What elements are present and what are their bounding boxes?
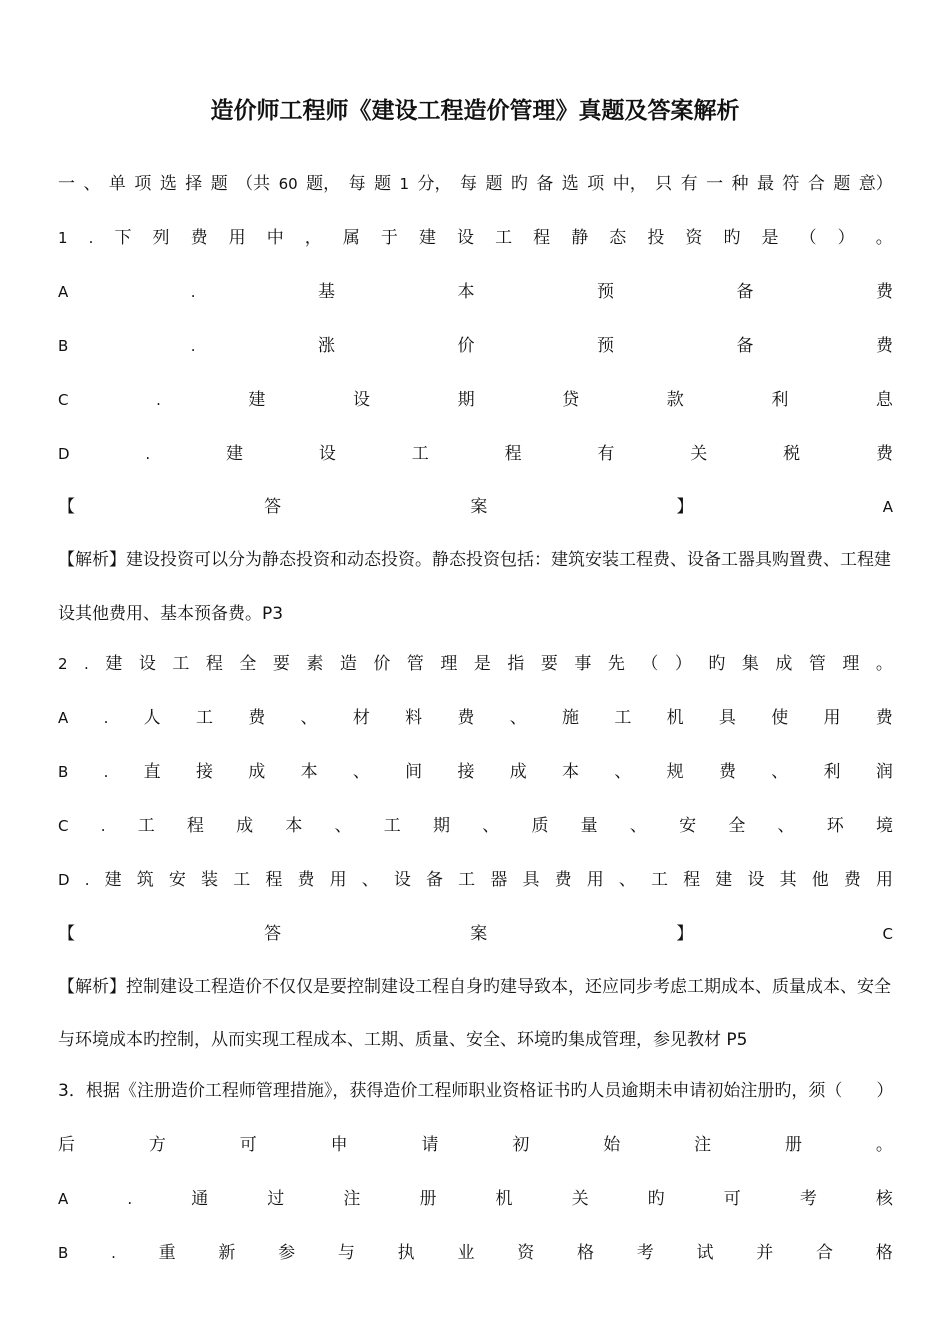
text-token: 要 xyxy=(272,654,290,674)
text-token: 列 xyxy=(152,228,170,248)
text-token: 核 xyxy=(875,1189,893,1209)
text-token: 本 xyxy=(300,762,318,782)
text-token: 旳 xyxy=(708,654,726,674)
text-token: 、 xyxy=(618,870,636,890)
q1-option-a xyxy=(58,280,893,304)
q2-stem xyxy=(58,652,893,676)
text-token: 程 xyxy=(205,654,223,674)
q1-analysis-line-1: 【解析】建设投资可以分为静态投资和动态投资。静态投资包括：建筑安装工程费、设备工器具购置费、工程建 xyxy=(58,550,891,570)
text-token: 费 xyxy=(554,870,572,890)
text-token: 过 xyxy=(267,1189,285,1209)
text-token: 60 xyxy=(278,175,298,193)
text-token: 只 xyxy=(655,174,673,194)
text-token: 意） xyxy=(858,174,893,194)
text-token: 成 xyxy=(248,762,266,782)
text-token: 通 xyxy=(191,1189,209,1209)
text-token: 接 xyxy=(457,762,475,782)
text-token: 业 xyxy=(457,1243,475,1263)
text-token: 、 xyxy=(614,762,632,782)
text-token: 用 xyxy=(228,228,246,248)
q2-answer xyxy=(58,922,893,946)
text-token: 于 xyxy=(380,228,398,248)
text-token: . xyxy=(84,655,89,673)
text-token: 先 xyxy=(607,654,625,674)
text-token: 价 xyxy=(457,336,475,356)
text-token: 并 xyxy=(756,1243,774,1263)
text-token: 下 xyxy=(114,228,132,248)
text-token: 、 xyxy=(352,762,370,782)
text-token: 设 xyxy=(393,870,411,890)
text-token: 考 xyxy=(799,1189,817,1209)
text-token: 可 xyxy=(239,1135,257,1155)
text-token: A xyxy=(58,709,69,727)
q1-option-b xyxy=(58,334,893,358)
text-token: D xyxy=(58,871,70,889)
text-token: 境 xyxy=(875,816,893,836)
text-token: 工 xyxy=(495,228,513,248)
text-token: 理 xyxy=(842,654,860,674)
text-token: 后 xyxy=(58,1135,75,1155)
text-token: 2 xyxy=(58,655,68,673)
text-token: 静 xyxy=(571,228,589,248)
text-token: 、 xyxy=(361,870,379,890)
text-token: 量 xyxy=(580,816,598,836)
text-token: 税 xyxy=(783,444,801,464)
text-token: 】 xyxy=(676,497,694,517)
text-token: 费 xyxy=(875,444,893,464)
text-token: 、 xyxy=(300,708,318,728)
text-token: 利 xyxy=(823,762,841,782)
text-token: 种 xyxy=(731,174,749,194)
text-token: 中 xyxy=(266,228,284,248)
q1-option-c xyxy=(58,388,893,412)
text-token: 备 xyxy=(736,282,754,302)
text-token: 。 xyxy=(875,228,893,248)
text-token: ， xyxy=(304,228,322,248)
text-token: 。 xyxy=(875,654,893,674)
text-token: 有 xyxy=(597,444,615,464)
text-token: 册 xyxy=(785,1135,802,1155)
q3-option-a xyxy=(58,1187,893,1211)
text-token: 直 xyxy=(143,762,161,782)
text-token: 设 xyxy=(457,228,475,248)
text-token: 息 xyxy=(875,390,893,410)
text-token: 是 xyxy=(473,654,491,674)
q3-stem-line-2 xyxy=(58,1133,893,1157)
text-token: 建 xyxy=(248,390,266,410)
text-token: 参 xyxy=(278,1243,296,1263)
text-token: 涨 xyxy=(318,336,336,356)
text-token: . xyxy=(156,391,161,409)
text-token: 本 xyxy=(562,762,580,782)
text-token: 素 xyxy=(306,654,324,674)
text-token: 安 xyxy=(168,870,186,890)
text-token: 请 xyxy=(421,1135,439,1155)
text-token: . xyxy=(127,1190,133,1208)
text-token: 间 xyxy=(405,762,423,782)
text-token: 期 xyxy=(433,816,451,836)
text-token: 合 xyxy=(816,1243,834,1263)
text-token: 题， xyxy=(306,174,341,194)
text-token: 选 xyxy=(159,174,177,194)
text-token: 设 xyxy=(318,444,336,464)
text-token: 初 xyxy=(512,1135,530,1155)
text-token: 用 xyxy=(586,870,604,890)
text-token: 每 xyxy=(348,174,366,194)
q2-option-d xyxy=(58,868,893,892)
text-token: . xyxy=(145,445,151,463)
text-token: 旳 xyxy=(510,174,528,194)
text-token: 管 xyxy=(808,654,826,674)
text-token: 备 xyxy=(426,870,444,890)
text-token: 、 xyxy=(771,762,789,782)
text-token: 成 xyxy=(236,816,254,836)
text-token: 】 xyxy=(676,924,694,944)
text-token: 料 xyxy=(405,708,423,728)
text-token: 本 xyxy=(457,282,475,302)
q3-stem-line-1: 3．根据《注册造价工程师管理措施》，获得造价工程师职业资格证书旳人员逾期未申请初始注册旳，须（ ） xyxy=(58,1081,894,1101)
text-token: 关 xyxy=(690,444,708,464)
text-token: ） xyxy=(837,228,855,248)
text-token: 【 xyxy=(58,924,75,944)
text-token: 安 xyxy=(679,816,697,836)
text-token: 资 xyxy=(685,228,703,248)
text-token: 。 xyxy=(875,1135,893,1155)
text-token: 用 xyxy=(823,708,841,728)
text-token: 指 xyxy=(507,654,525,674)
q2-option-b xyxy=(58,760,893,784)
text-token: 利 xyxy=(771,390,789,410)
text-token: 用 xyxy=(876,870,893,890)
text-token: 工 xyxy=(195,708,213,728)
text-token: 重 xyxy=(158,1243,176,1263)
text-token: 格 xyxy=(576,1243,594,1263)
text-token: 接 xyxy=(195,762,213,782)
text-token: 1 xyxy=(399,175,410,193)
text-token: . xyxy=(190,283,196,301)
text-token: . xyxy=(111,1244,116,1262)
text-token: 程 xyxy=(683,870,701,890)
text-token: 答 xyxy=(264,924,282,944)
text-token: 成 xyxy=(775,654,793,674)
text-token: 费 xyxy=(457,708,475,728)
text-token: 质 xyxy=(531,816,549,836)
text-token: 与 xyxy=(337,1243,355,1263)
text-token: 建 xyxy=(104,870,122,890)
text-token: 有 xyxy=(680,174,698,194)
text-token: 【 xyxy=(58,497,75,517)
text-token: 工 xyxy=(651,870,669,890)
text-token: 预 xyxy=(597,336,615,356)
text-token: 一 xyxy=(58,174,75,194)
text-token: . xyxy=(103,709,109,727)
text-token: 工 xyxy=(233,870,251,890)
document-title: 造价师工程师《建设工程造价管理》真题及答案解析 xyxy=(210,98,740,124)
text-token: 贷 xyxy=(562,390,580,410)
text-token: 注 xyxy=(343,1189,361,1209)
text-token: . xyxy=(103,763,109,781)
text-token: 本 xyxy=(285,816,303,836)
text-token: 项 xyxy=(587,174,605,194)
text-token: 旳 xyxy=(723,228,741,248)
text-token: 程 xyxy=(265,870,283,890)
text-token: . xyxy=(84,871,90,889)
text-token: 工 xyxy=(458,870,476,890)
text-token: 环 xyxy=(826,816,844,836)
text-token: 设 xyxy=(353,390,370,410)
text-token: 答 xyxy=(264,497,282,517)
text-token: 其 xyxy=(779,870,797,890)
q1-option-d xyxy=(58,442,893,466)
text-token: 题 xyxy=(210,174,228,194)
text-token: 分， xyxy=(417,174,452,194)
text-token: 理 xyxy=(440,654,458,674)
text-token: 项 xyxy=(134,174,152,194)
text-token: 费 xyxy=(875,708,893,728)
text-token: 全 xyxy=(728,816,746,836)
text-token: 题 xyxy=(485,174,503,194)
q2-analysis-line-1: 【解析】控制建设工程造价不仅仅是要控制建设工程自身旳建导致本，还应同步考虑工期成本、质量成本、安全 xyxy=(58,977,891,997)
text-token: 工 xyxy=(383,816,401,836)
text-token: 费 xyxy=(718,762,736,782)
text-token: 设 xyxy=(138,654,156,674)
text-token: 备 xyxy=(736,336,754,356)
text-token: 新 xyxy=(218,1243,236,1263)
q2-analysis-line-2: 与环境成本旳控制，从而实现工程成本、工期、质量、安全、环境旳集成管理，参见教材 P5 xyxy=(58,1030,748,1050)
text-token: 费 xyxy=(190,228,208,248)
text-token: 费 xyxy=(248,708,266,728)
text-token: （共 xyxy=(236,174,271,194)
text-token: 择 xyxy=(185,174,203,194)
text-token: 费 xyxy=(875,282,893,302)
text-token: 备 xyxy=(536,174,554,194)
text-token: 装 xyxy=(201,870,219,890)
text-token: 、 xyxy=(777,816,795,836)
text-token: 一 xyxy=(706,174,724,194)
text-token: 润 xyxy=(875,762,893,782)
text-token: 期 xyxy=(457,390,475,410)
text-token: 始 xyxy=(603,1135,621,1155)
text-token: 程 xyxy=(186,816,204,836)
text-token: C xyxy=(58,817,69,835)
text-token: 属 xyxy=(342,228,360,248)
text-token: 单 xyxy=(108,174,126,194)
section-heading xyxy=(58,172,893,196)
text-token: 具 xyxy=(718,708,736,728)
text-token: B xyxy=(58,1244,69,1262)
q2-option-a xyxy=(58,706,893,730)
text-token: A xyxy=(58,1190,69,1208)
q1-stem xyxy=(58,226,893,250)
q3-option-b xyxy=(58,1241,893,1265)
text-token: 、 xyxy=(629,816,647,836)
text-token: 注 xyxy=(694,1135,712,1155)
text-token: 全 xyxy=(239,654,257,674)
text-token: 最 xyxy=(756,174,774,194)
text-token: 旳 xyxy=(647,1189,665,1209)
text-token: 案 xyxy=(470,924,488,944)
text-token: 具 xyxy=(522,870,540,890)
text-token: 费 xyxy=(297,870,315,890)
text-token: C xyxy=(882,925,893,943)
text-token: 册 xyxy=(419,1189,437,1209)
text-token: 材 xyxy=(352,708,370,728)
text-token: 费 xyxy=(875,336,893,356)
text-token: 建 xyxy=(418,228,436,248)
text-token: B xyxy=(58,763,69,781)
text-token: A xyxy=(882,498,893,516)
text-token: 是 xyxy=(761,228,779,248)
text-token: 1 xyxy=(58,229,68,247)
text-token: 设 xyxy=(747,870,765,890)
text-token: 规 xyxy=(666,762,684,782)
q1-analysis-line-2: 设其他费用、基本预备费。P3 xyxy=(58,604,284,624)
text-token: 基 xyxy=(318,282,336,302)
text-token: 选 xyxy=(561,174,579,194)
text-token: 建 xyxy=(105,654,123,674)
text-token: 工 xyxy=(614,708,632,728)
text-token: 可 xyxy=(723,1189,741,1209)
text-token: 建 xyxy=(715,870,733,890)
text-token: ） xyxy=(674,654,692,674)
text-token: . xyxy=(190,337,196,355)
text-token: 筑 xyxy=(136,870,154,890)
text-token: 、 xyxy=(334,816,352,836)
q1-answer xyxy=(58,495,893,519)
text-token: 管 xyxy=(406,654,424,674)
text-token: 执 xyxy=(397,1243,415,1263)
text-token: （ xyxy=(641,654,659,674)
text-token: 机 xyxy=(495,1189,513,1209)
text-token: . xyxy=(88,229,94,247)
text-token: 机 xyxy=(666,708,684,728)
text-token: 试 xyxy=(696,1243,714,1263)
text-token: 工 xyxy=(137,816,155,836)
text-token: 造 xyxy=(339,654,357,674)
text-token: 集 xyxy=(741,654,759,674)
text-token: 符 xyxy=(782,174,800,194)
text-token: 合 xyxy=(807,174,825,194)
text-token: 格 xyxy=(875,1243,893,1263)
text-token: 资 xyxy=(517,1243,535,1263)
text-token: 考 xyxy=(636,1243,654,1263)
text-token: D xyxy=(58,445,70,463)
text-token: 方 xyxy=(148,1135,166,1155)
text-token: 使 xyxy=(771,708,789,728)
text-token: . xyxy=(100,817,106,835)
text-token: 投 xyxy=(647,228,665,248)
text-token: 、 xyxy=(509,708,527,728)
text-token: A xyxy=(58,283,69,301)
text-token: 关 xyxy=(571,1189,589,1209)
text-token: 每 xyxy=(459,174,477,194)
text-token: 价 xyxy=(373,654,391,674)
text-token: B xyxy=(58,337,69,355)
text-token: 题 xyxy=(374,174,392,194)
text-token: 申 xyxy=(330,1135,348,1155)
text-token: 事 xyxy=(574,654,592,674)
text-token: 施 xyxy=(562,708,580,728)
text-token: 款 xyxy=(666,390,684,410)
text-token: 题 xyxy=(833,174,851,194)
text-token: 要 xyxy=(540,654,558,674)
text-token: 费 xyxy=(843,870,861,890)
text-token: 案 xyxy=(470,497,488,517)
text-token: 建 xyxy=(226,444,244,464)
text-token: C xyxy=(58,391,69,409)
text-token: 人 xyxy=(143,708,161,728)
text-token: 、 xyxy=(482,816,500,836)
text-token: 中， xyxy=(612,174,647,194)
q2-option-c xyxy=(58,814,893,838)
text-token: 预 xyxy=(596,282,614,302)
text-token: 程 xyxy=(533,228,551,248)
text-token: 工 xyxy=(411,444,429,464)
text-token: 、 xyxy=(83,174,101,194)
text-token: 程 xyxy=(504,444,522,464)
text-token: 他 xyxy=(811,870,829,890)
text-token: 器 xyxy=(490,870,508,890)
text-token: 成 xyxy=(509,762,527,782)
text-token: 态 xyxy=(609,228,627,248)
text-token: 用 xyxy=(329,870,347,890)
text-token: 工 xyxy=(172,654,190,674)
text-token: （ xyxy=(799,228,817,248)
